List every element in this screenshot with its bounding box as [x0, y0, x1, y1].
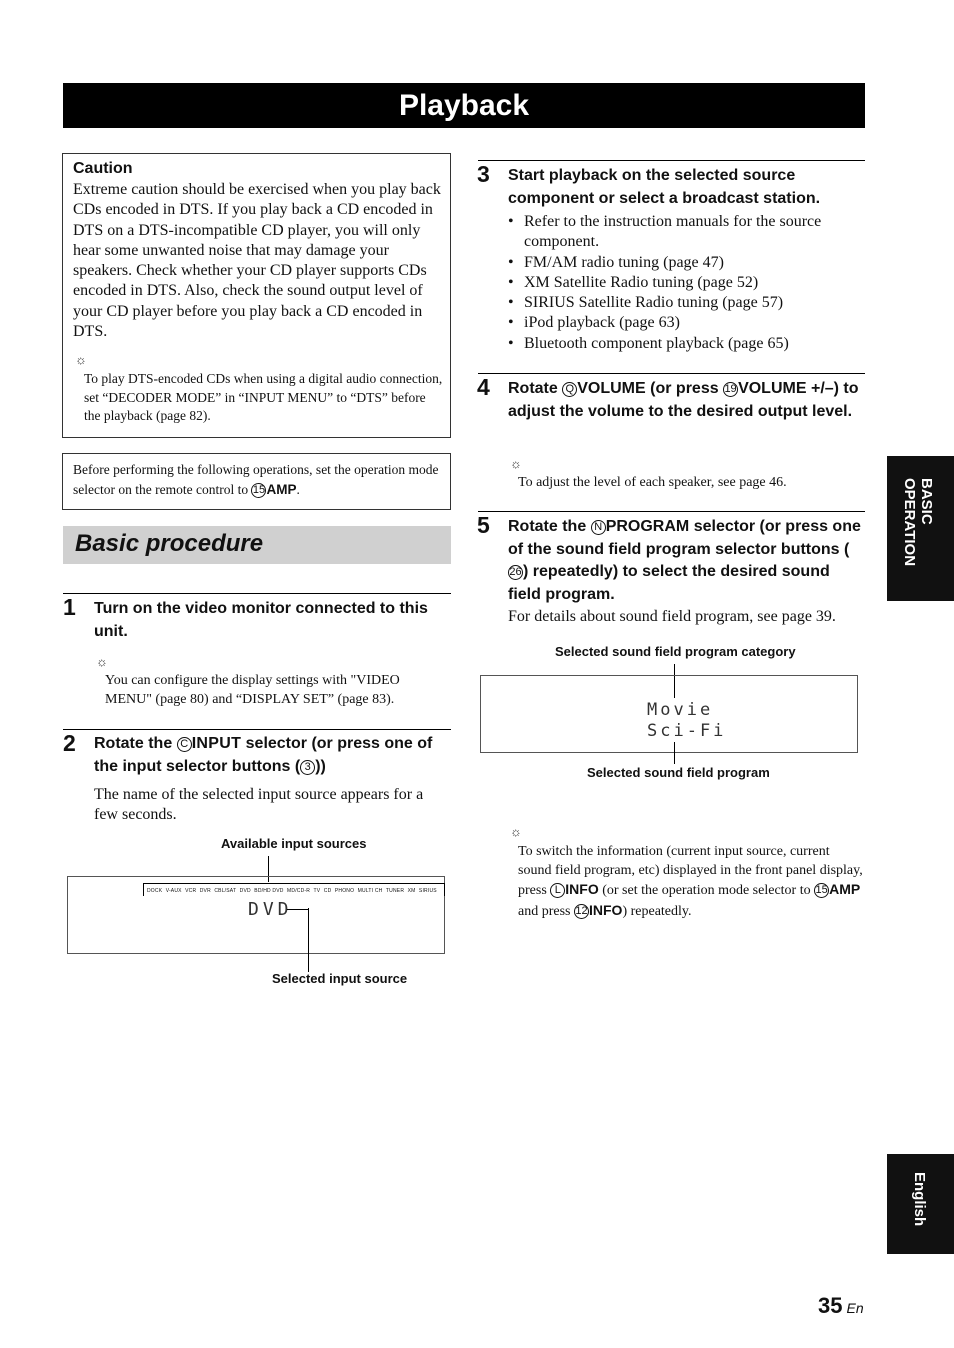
source-list: [147, 888, 437, 894]
tip-icon: ☼: [96, 654, 108, 669]
list-item: • iPod playback (page 63): [508, 313, 853, 333]
step2-heading-a: Rotate the: [94, 735, 173, 752]
page-number-suffix: En: [846, 1300, 864, 1316]
button-3-icon: 3: [300, 760, 315, 775]
step2-body: The name of the selected input source appears for a few seconds.: [94, 786, 424, 824]
amp-key: AMP: [829, 881, 861, 897]
program-display: [480, 675, 858, 753]
final-tip: [518, 843, 864, 921]
operation-note-prefix: Before performing the following operations, set the operation mode selector on the remote control to: [73, 462, 439, 497]
leader-line: [674, 742, 675, 764]
display-source-label: CBL/SAT: [214, 888, 237, 894]
amp-key: AMP: [266, 482, 297, 497]
volume-control-label: VOLUME: [577, 380, 646, 397]
input-control-label: INPUT: [191, 735, 242, 752]
display-source-label: MD/CD-R: [287, 888, 311, 894]
list-item: • Bluetooth component playback (page 65): [508, 334, 853, 354]
display-source-label: PHONO: [334, 888, 355, 894]
step3-number: 3: [477, 161, 490, 187]
step2-number: 2: [63, 730, 76, 756]
caution-tip: To play DTS-encoded CDs when using a digital audio connection, set “DECODER MODE” in “INPUT MENU” to “DTS” before the playback (page 82).: [84, 371, 443, 423]
display-source-label: V-AUX: [165, 888, 182, 894]
section-heading: [63, 526, 451, 564]
control-c-icon: C: [177, 737, 192, 752]
page-number-value: 35: [818, 1293, 843, 1318]
step4-number: 4: [477, 374, 490, 400]
caution-text: Extreme caution should be exercised when you play back CDs encoded in DTS. If you play back a CD encoded in DTS on a DTS-incompatible CD player, you will only hear some unwanted noise that may damage your speakers. Check whether your CD player supports CDs encoded in DTS. Also, check the sound output level of your CD player before you play back a CD encoded in DTS.: [73, 181, 441, 341]
step5-number: 5: [477, 512, 490, 538]
step3-heading: Start playback on the selected source component or select a broadcast station.: [508, 167, 821, 207]
final-tip-b: (or set the operation mode selector to: [602, 883, 811, 898]
list-item: • FM/AM radio tuning (page 47): [508, 253, 853, 273]
step5-mid: selector (or press one of the sound field program selector buttons (: [508, 518, 861, 558]
tip-icon: ☼: [75, 352, 87, 367]
final-tip-a: To switch the information (current input source, current sound field program, etc) displayed in the front panel display, press: [518, 844, 863, 898]
step1-heading: Turn on the video monitor connected to this unit.: [94, 600, 428, 640]
control-q-icon: Q: [562, 382, 577, 397]
operation-note-text: [73, 460, 445, 500]
display-source-label: TV: [313, 888, 321, 894]
display-line-program: Sci-Fi: [647, 721, 727, 741]
operation-note-suffix: .: [296, 482, 300, 497]
step5-heading: [508, 516, 864, 606]
program-label: Selected sound field program: [587, 765, 770, 780]
control-l-icon: L: [550, 883, 565, 898]
step1-tip: You can configure the display settings with "VIDEO MENU" (page 80) and “DISPLAY SET” (page 83).: [105, 673, 400, 707]
step2-heading-c: )): [315, 757, 326, 775]
leader-line: [287, 909, 309, 910]
display-source-label: MULTI CH: [357, 888, 383, 894]
display-text: DVD: [248, 899, 293, 920]
final-tip-d: ) repeatedly.: [622, 903, 692, 919]
display-source-label: DOCK: [147, 888, 163, 894]
list-item: • XM Satellite Radio tuning (page 52): [508, 273, 853, 293]
display-source-label: DVD: [239, 888, 251, 894]
side-tab-basic-operation[interactable]: [887, 456, 954, 601]
step4-rule: [478, 373, 865, 374]
tip-icon: ☼: [510, 824, 522, 839]
step2-rule: [63, 729, 451, 730]
step2-heading: [94, 733, 450, 778]
button-12-icon: 12: [575, 904, 588, 917]
display-source-label: TUNER: [385, 888, 405, 894]
step4-mid: (or press: [650, 380, 719, 397]
info-key: INFO: [589, 901, 623, 918]
step3-rule: [478, 160, 865, 161]
step4-tip: To adjust the level of each speaker, see page 46.: [518, 475, 787, 490]
button-15-icon: 15: [815, 884, 828, 896]
display-source-label: VCR: [185, 888, 197, 894]
display-source-label: BD/HD DVD: [254, 888, 284, 894]
page-title: Playback: [63, 83, 865, 128]
info-key: INFO: [565, 881, 599, 897]
display-source-label: CD: [323, 888, 332, 894]
selected-source-label: Selected input source: [272, 971, 408, 986]
control-n-icon: N: [591, 520, 606, 535]
display-source-label: SIRIUS: [418, 888, 437, 894]
display-source-label: XM: [407, 888, 416, 894]
page-number: [818, 1293, 864, 1319]
final-tip-c: and press: [518, 903, 571, 919]
step5-after: ) repeatedly) to select the desired sound field program.: [508, 563, 830, 603]
program-control-label: PROGRAM: [605, 518, 690, 535]
side-tab-english[interactable]: [887, 1154, 954, 1254]
step4-after: +/–) to adjust the volume to the desired output level.: [508, 380, 859, 420]
button-19-icon: 19: [724, 383, 737, 395]
step3-bullet-list: [508, 212, 853, 354]
step5-pre: Rotate the: [508, 518, 587, 535]
leader-line: [308, 908, 309, 972]
list-item: • Refer to the instruction manuals for the source component.: [508, 212, 853, 253]
display-line-category: Movie: [647, 700, 714, 720]
program-category-label: Selected sound field program category: [555, 644, 796, 659]
volume-button-label: VOLUME: [738, 380, 807, 397]
operation-note-box: [62, 453, 451, 510]
list-item: • SIRIUS Satellite Radio tuning (page 57): [508, 293, 853, 313]
side-tab-english-label: English: [911, 1172, 928, 1227]
step1-number: 1: [63, 594, 76, 620]
caution-heading: Caution: [73, 160, 133, 177]
step4-heading: [508, 378, 864, 423]
tip-icon: ☼: [510, 456, 522, 471]
button-26-icon: 26: [509, 566, 522, 578]
step1-rule: [63, 593, 451, 594]
section-heading-label: Basic procedure: [75, 530, 264, 557]
front-panel-display: [67, 876, 445, 954]
step2-heading-b: selector (or press one of the input selector buttons (: [94, 735, 433, 775]
display-source-label: DVR: [199, 888, 211, 894]
caution-box: [62, 153, 451, 438]
step5-body: For details about sound field program, see page 39.: [508, 608, 836, 625]
button-15-icon: 15: [252, 484, 266, 496]
step4-pre: Rotate: [508, 380, 558, 397]
available-sources-label: Available input sources: [221, 836, 367, 851]
side-tab-basic-operation-label: BASIC OPERATION: [901, 478, 935, 567]
step5-rule: [478, 511, 865, 512]
